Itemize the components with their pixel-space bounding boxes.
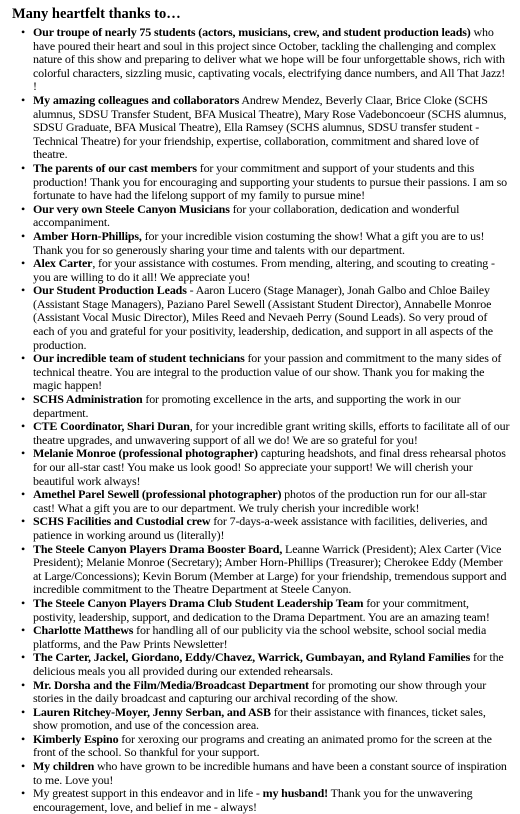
item-name: Charlotte Matthews [33, 623, 134, 638]
item-text: for your commitment, postivity, leadership, support, and dedication to the Drama Department. You are an amazing team! [33, 595, 490, 624]
item-text: , for your incredible grant writing skills, efforts to facilitate all of our theatre upgrades, and unwavering support of all we do! We are so grateful for you! [33, 419, 510, 447]
item-text: My greatest support in this endeavor and in life - [33, 786, 263, 801]
list-item: • Mr. Dorsha and the Film/Media/Broadcast Department for promoting our show through your stories in the daily broadcast and capturing our archival recording of the show. [21, 677, 487, 706]
item-text: Leanne Warrick (President); Alex Carter (Vice President); Melanie Monroe (Secretary); Amber Horn-Phillips (Treasurer); Cherokee Eddy (Member at Large/Concessions); Kevin Borum (Member at Large) for your friendship, tremendous support and incredible commitment to the Theatre Department at Steele Canyon. [33, 541, 507, 597]
item-text: for promoting our show through your stories in the daily broadcast and capturing our archival recording of the show. [33, 677, 487, 706]
list-item: • The parents of our cast members for your commitment and support of your students and this production! Thank you for encouraging and supporting your students to pursue their passions. I am so fortunate to have had the lifelong support of my family to pursue mine! [21, 160, 508, 203]
item-text: for your incredible vision costuming the show! What a gift you are to us! Thank you for so generously sharing your time and talents with our department. [33, 228, 485, 257]
list-item: • Our Student Production Leads - Aaron Lucero (Stage Manager), Jonah Galbo and Chloe Bailey (Assistant Stage Managers), Paziano Parel Sewell (Assistant Student Director), Annabelle Monroe (Assistant Vocal Music Director), Miles Reed and Nevaeh Perry (Sound Leads). So very proud of each of you and grateful for your positivity, leadership, dedication, and support in all aspects of the production. [21, 283, 493, 352]
item-text: capturing headshots, and final dress rehearsal photos for our all-star cast! You make us look good! So appreciate your support! We will cherish your beautiful work always! [33, 446, 506, 488]
list-item: • Amethel Parel Sewell (professional photographer) photos of the production run for our all-star cast! What a gift you are to our department. We truly cherish your incredible work! [21, 487, 487, 515]
item-text: for xeroxing our programs and creating an animated promo for the screen at the front of the school. So thankful for your support. [33, 731, 492, 760]
item-text: - Aaron Lucero (Stage Manager), Jonah Galbo and Chloe Bailey (Assistant Stage Managers), Paziano Parel Sewell (Assistant Student Director), Annabelle Monroe (Assistant Vocal Music Director), Miles Reed and Nevaeh Perry (Sound Leads). So very proud of each of you and grateful for your positivity, leadership, dedication, and support in all aspects of the production. [33, 283, 493, 352]
item-name: The Steele Canyon Players Drama Club Student Leadership Team [33, 595, 364, 610]
item-text: who have poured their heart and soul in this project since October, tackling the challenging and complex nature of this show and preparing to deliver what we hope will be four unforgettable shows, rich with colorful characters, sizzling music, captivating vocals, electrifying dance numbers, and All That Jazz! ! [33, 25, 506, 94]
item-text: for your commitment and support of your students and this production! Thank you for encouraging and supporting your students to pursue their passions. I am so fortunate to have had the lifelong support of my family to pursue mine! [33, 160, 508, 203]
item-text-continued: Thank you for the unwavering encouragement, love, and belief in me - always! [33, 786, 473, 814]
list-item: • Kimberly Espino for xeroxing our programs and creating an animated promo for the screen at the front of the school. So thankful for your support. [21, 731, 492, 760]
list-item: • The Steele Canyon Players Drama Club Student Leadership Team for your commitment, postivity, leadership, support, and dedication to the Drama Department. You are an amazing team! [21, 595, 490, 624]
item-name: My children [33, 759, 95, 774]
item-text: photos of the production run for our all-star cast! What a gift you are to our department. We truly cherish your incredible work! [33, 487, 487, 515]
list-item: • My amazing colleagues and collaborators Andrew Mendez, Beverly Claar, Brice Cloke (SCHS alumnus, SDSU Transfer Student, BFA Musical Theatre), Mary Rose Vadeboncoeur (SCHS alumnus, SDSU Graduate, BFA Musical Theatre), Ella Ramsey (SCHS alumnus, SDSU transfer student - Technical Theatre) for your friendship, expertise, collaboration, commitment and shared love of theatre. [21, 92, 507, 162]
item-name: Our troupe of nearly 75 students (actors, musicians, crew, and student production leads) [33, 25, 471, 39]
item-name: Our very own Steele Canyon Musicians [33, 201, 230, 216]
item-name: The Steele Canyon Players Drama Booster Board, [33, 541, 283, 556]
item-text: for promoting excellence in the arts, and supporting the work in our department. [33, 392, 461, 420]
item-name: Our incredible team of student technicians [33, 351, 245, 366]
item-text: for handling all of our publicity via the school website, school social media platforms, and the Paw Prints Newsletter! [33, 623, 487, 651]
list-item: • Charlotte Matthews for handling all of our publicity via the school website, school social media platforms, and the Paw Prints Newsletter! [21, 623, 487, 651]
item-text: who have grown to be incredible humans and have been a constant source of inspiration to me. Love you! [33, 759, 507, 787]
item-text: for your passion and commitment to the many sides of technical theatre. You are integral to the production value of our show. Thank you for making the magic happen! [33, 351, 502, 393]
item-name: My amazing colleagues and collaborators [33, 92, 240, 107]
item-text: Andrew Mendez, Beverly Claar, Brice Cloke (SCHS alumnus, SDSU Transfer Student, BFA Musical Theatre), Mary Rose Vadeboncoeur (SCHS alumnus, SDSU Graduate, BFA Musical Theatre), Ella Ramsey (SCHS alumnus, SDSU transfer student - Technical Theatre) for your friendship, expertise, collaboration, commitment and shared love of theatre. [33, 92, 507, 162]
list-item: • Amber Horn-Phillips, for your incredible vision costuming the show! What a gift you are to us! Thank you for so generously sharing your time and talents with our department. [21, 228, 485, 257]
list-item: • CTE Coordinator, Shari Duran, for your incredible grant writing skills, efforts to facilitate all of our theatre upgrades, and unwavering support of all we do! We are so grateful for you! [21, 419, 510, 447]
item-text: , for your assistance with costumes. From mending, altering, and scouting to creating - you are willing to do it all! We appreciate you! [33, 256, 495, 284]
item-name: Mr. Dorsha and the Film/Media/Broadcast Department [33, 677, 309, 692]
item-name: SCHS Facilities and Custodial crew [33, 514, 211, 529]
list-item: • Melanie Monroe (professional photographer) capturing headshots, and final dress rehearsal photos for our all-star cast! You make us look good! So appreciate your support! We will cherish your beautiful work always! [21, 446, 506, 488]
list-item: • Our incredible team of student technicians for your passion and commitment to the many sides of technical theatre. You are integral to the production value of our show. Thank you for making the magic happen! [21, 351, 502, 393]
list-item: • My children who have grown to be incredible humans and have been a constant source of inspiration to me. Love you! [21, 759, 507, 787]
list-item: • Lauren Ritchey-Moyer, Jenny Serban, and ASB for their assistance with finances, ticket sales, show promotion, and use of the concession area. [21, 704, 486, 733]
list-item: • Alex Carter, for your assistance with costumes. From mending, altering, and scouting to creating - you are willing to do it all! We appreciate you! [21, 256, 495, 284]
list-item: • SCHS Facilities and Custodial crew for 7-days-a-week assistance with facilities, deliveries, and patience in working around us (literally)! [21, 514, 488, 542]
item-name: Alex Carter [33, 256, 93, 271]
item-name: Lauren Ritchey-Moyer, Jenny Serban, and ASB [33, 704, 271, 719]
item-name: CTE Coordinator, Shari Duran [33, 419, 190, 434]
list-item: • Our troupe of nearly 75 students (actors, musicians, crew, and student production leads) who have poured their heart and soul in this project since October, tackling the challenging and complex nature of this show and preparing to deliver what we hope will be four unforgettable shows, rich with colorful characters, sizzling music, captivating vocals, electrifying dance numbers, and All That Jazz! ! [21, 25, 506, 94]
list-item: • My greatest support in this endeavor and in life - my husband! Thank you for the unwavering encouragement, love, and belief in me - always! [21, 786, 473, 814]
thanks-list [12, 26, 510, 814]
list-item: • The Carter, Jackel, Giordano, Eddy/Chavez, Warrick, Gumbayan, and Ryland Families for the delicious meals you all provided during our extended rehearsals. [21, 650, 504, 678]
page-title: Many heartfelt thanks to… [12, 6, 181, 22]
item-text: for your collaboration, dedication and wonderful accompaniment. [33, 201, 460, 230]
item-name: my husband! [262, 786, 329, 801]
item-text: for 7-days-a-week assistance with facilities, deliveries, and patience in working around us (literally)! [33, 514, 488, 542]
item-name: Kimberly Espino [33, 731, 119, 746]
item-name: Our Student Production Leads [33, 283, 187, 298]
item-text: for their assistance with finances, ticket sales, show promotion, and use of the concession area. [33, 704, 486, 733]
item-name: The parents of our cast members [33, 160, 197, 175]
list-item: • The Steele Canyon Players Drama Booster Board, Leanne Warrick (President); Alex Carter (Vice President); Melanie Monroe (Secretary); Amber Horn-Phillips (Treasurer); Cherokee Eddy (Member at Large/Concessions); Kevin Borum (Member at Large) for your friendship, tremendous support and incredible commitment to the Theatre Department at Steele Canyon. [21, 541, 507, 597]
item-name: SCHS Administration [33, 392, 143, 407]
list-item: • Our very own Steele Canyon Musicians for your collaboration, dedication and wonderful accompaniment. [21, 201, 460, 230]
item-name: Melanie Monroe (professional photographer) [33, 446, 258, 461]
list-item: • SCHS Administration for promoting excellence in the arts, and supporting the work in our department. [21, 392, 461, 420]
item-name: The Carter, Jackel, Giordano, Eddy/Chavez, Warrick, Gumbayan, and Ryland Families [33, 650, 471, 665]
item-name: Amethel Parel Sewell (professional photographer) [33, 487, 282, 502]
item-text: for the delicious meals you all provided during our extended rehearsals. [33, 650, 504, 678]
item-name: Amber Horn-Phillips, [33, 228, 142, 243]
